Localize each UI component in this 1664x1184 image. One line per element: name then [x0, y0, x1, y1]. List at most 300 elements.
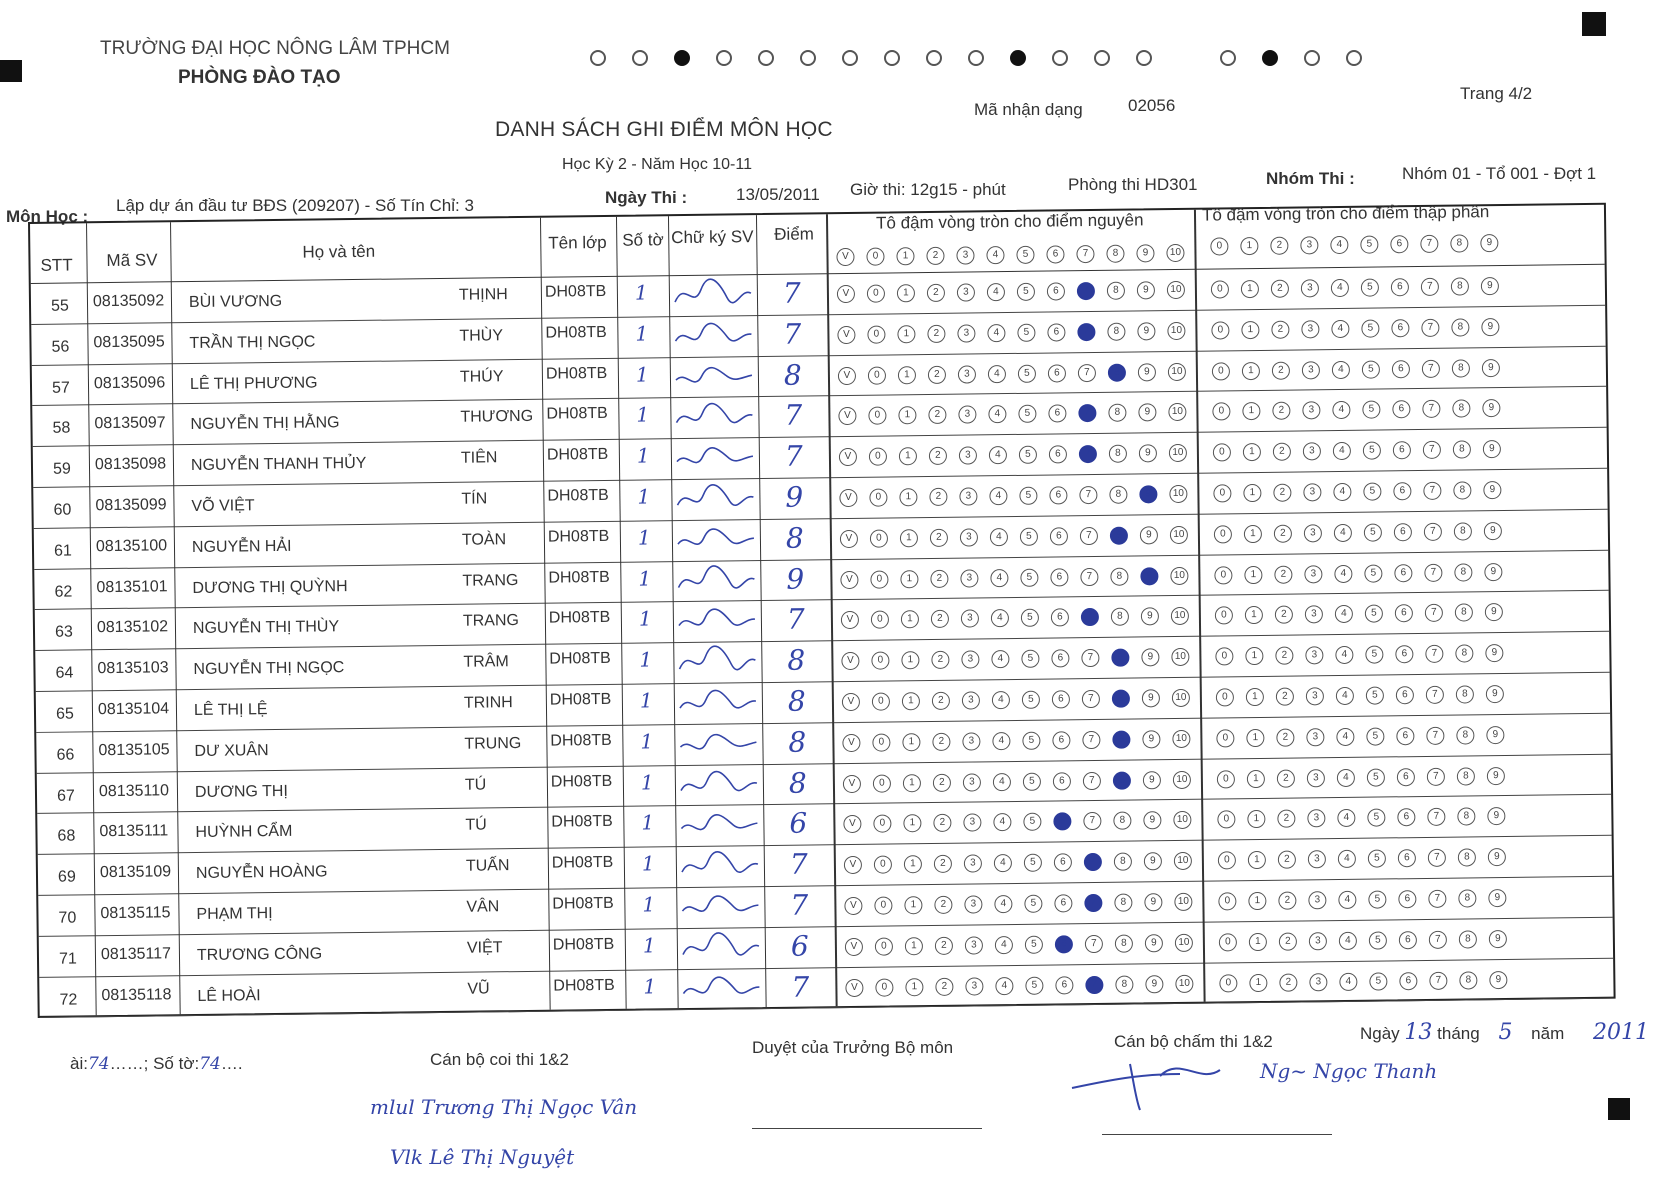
row-decimal-bubble[interactable]: 6	[1392, 401, 1410, 419]
row-whole-bubble[interactable]: 4	[987, 324, 1005, 342]
row-decimal-bubble[interactable]: 7	[1426, 727, 1444, 745]
row-decimal-bubble[interactable]: 8	[1457, 767, 1475, 785]
row-decimal-bubble[interactable]: 9	[1481, 318, 1499, 336]
row-whole-bubble[interactable]: 2	[927, 325, 945, 343]
row-whole-bubble[interactable]: 4	[991, 609, 1009, 627]
header-decimal-bubble[interactable]: 7	[1420, 235, 1438, 253]
row-decimal-bubble[interactable]: 4	[1335, 646, 1353, 664]
row-decimal-bubble[interactable]: 8	[1459, 930, 1477, 948]
row-decimal-bubble[interactable]: 5	[1369, 931, 1387, 949]
row-whole-bubble[interactable]: 2	[929, 447, 947, 465]
header-decimal-bubble[interactable]: 1	[1240, 237, 1258, 255]
row-whole-bubble[interactable]: 5	[1017, 323, 1035, 341]
header-whole-bubble[interactable]: 0	[866, 248, 884, 266]
row-whole-bubble[interactable]: 8	[1114, 894, 1132, 912]
row-whole-bubble[interactable]: 9	[1141, 608, 1159, 626]
row-whole-bubble[interactable]: 0	[875, 937, 893, 955]
row-decimal-bubble[interactable]: 1	[1248, 892, 1266, 910]
row-decimal-bubble[interactable]: 7	[1429, 931, 1447, 949]
row-decimal-bubble[interactable]: 8	[1456, 685, 1474, 703]
row-whole-bubble-filled[interactable]: 7	[1079, 445, 1097, 463]
row-decimal-bubble[interactable]: 5	[1367, 768, 1385, 786]
row-decimal-bubble[interactable]: 3	[1306, 728, 1324, 746]
row-whole-bubble[interactable]: 9	[1138, 404, 1156, 422]
row-whole-bubble[interactable]: 5	[1021, 650, 1039, 668]
row-decimal-bubble[interactable]: 6	[1398, 849, 1416, 867]
row-decimal-bubble[interactable]: 2	[1276, 688, 1294, 706]
row-decimal-bubble[interactable]: 1	[1245, 606, 1263, 624]
row-whole-bubble[interactable]: 1	[902, 733, 920, 751]
row-whole-bubble[interactable]: V	[844, 856, 862, 874]
row-decimal-bubble[interactable]: 0	[1214, 525, 1232, 543]
row-whole-bubble[interactable]: V	[840, 570, 858, 588]
row-whole-bubble[interactable]: 4	[994, 895, 1012, 913]
row-whole-bubble[interactable]: 1	[901, 651, 919, 669]
row-decimal-bubble[interactable]: 9	[1485, 644, 1503, 662]
row-whole-bubble-filled[interactable]: 9	[1140, 567, 1158, 585]
row-decimal-bubble[interactable]: 1	[1249, 933, 1267, 951]
row-whole-bubble[interactable]: 3	[961, 651, 979, 669]
row-whole-bubble[interactable]: V	[841, 652, 859, 670]
row-decimal-bubble[interactable]: 1	[1244, 525, 1262, 543]
row-whole-bubble[interactable]: 1	[897, 325, 915, 343]
row-whole-bubble[interactable]: 10	[1172, 730, 1190, 748]
row-whole-bubble[interactable]: 5	[1024, 895, 1042, 913]
row-whole-bubble[interactable]: 10	[1175, 974, 1193, 992]
row-whole-bubble[interactable]: 10	[1167, 322, 1185, 340]
row-whole-bubble[interactable]: 1	[897, 284, 915, 302]
row-whole-bubble[interactable]: 4	[992, 691, 1010, 709]
row-decimal-bubble[interactable]: 5	[1364, 564, 1382, 582]
row-whole-bubble[interactable]: 0	[872, 693, 890, 711]
header-decimal-bubble[interactable]: 3	[1300, 236, 1318, 254]
row-whole-bubble[interactable]: 7	[1081, 649, 1099, 667]
row-decimal-bubble[interactable]: 0	[1216, 729, 1234, 747]
row-decimal-bubble[interactable]: 3	[1305, 606, 1323, 624]
row-whole-bubble[interactable]: 3	[962, 732, 980, 750]
row-whole-bubble[interactable]: 1	[903, 774, 921, 792]
row-decimal-bubble[interactable]: 4	[1332, 401, 1350, 419]
row-decimal-bubble[interactable]: 4	[1336, 687, 1354, 705]
row-whole-bubble[interactable]: 2	[928, 406, 946, 424]
header-decimal-bubble[interactable]: 9	[1480, 234, 1498, 252]
row-whole-bubble[interactable]: 6	[1050, 568, 1068, 586]
row-decimal-bubble[interactable]: 7	[1423, 482, 1441, 500]
row-whole-bubble[interactable]: V	[838, 407, 856, 425]
row-whole-bubble[interactable]: 3	[965, 977, 983, 995]
row-decimal-bubble[interactable]: 3	[1305, 646, 1323, 664]
row-whole-bubble[interactable]: 9	[1137, 322, 1155, 340]
row-decimal-bubble[interactable]: 8	[1455, 645, 1473, 663]
row-whole-bubble[interactable]: 2	[933, 814, 951, 832]
row-decimal-bubble[interactable]: 1	[1242, 402, 1260, 420]
row-decimal-bubble[interactable]: 2	[1271, 280, 1289, 298]
row-decimal-bubble[interactable]: 9	[1485, 603, 1503, 621]
row-decimal-bubble[interactable]: 8	[1454, 522, 1472, 540]
row-whole-bubble[interactable]: 3	[959, 487, 977, 505]
row-whole-bubble[interactable]: V	[839, 489, 857, 507]
row-decimal-bubble[interactable]: 2	[1275, 647, 1293, 665]
row-decimal-bubble[interactable]: 4	[1331, 320, 1349, 338]
row-whole-bubble[interactable]: 5	[1025, 976, 1043, 994]
row-whole-bubble[interactable]: 2	[932, 692, 950, 710]
row-whole-bubble-filled[interactable]: 7	[1081, 608, 1099, 626]
row-whole-bubble[interactable]: 7	[1079, 486, 1097, 504]
row-whole-bubble[interactable]: 2	[932, 733, 950, 751]
row-whole-bubble[interactable]: 2	[931, 610, 949, 628]
row-whole-bubble[interactable]: 3	[957, 324, 975, 342]
row-decimal-bubble[interactable]: 9	[1488, 848, 1506, 866]
row-decimal-bubble[interactable]: 3	[1302, 361, 1320, 379]
row-whole-bubble[interactable]: 0	[867, 325, 885, 343]
row-whole-bubble[interactable]: 9	[1139, 444, 1157, 462]
row-decimal-bubble[interactable]: 5	[1361, 319, 1379, 337]
row-decimal-bubble[interactable]: 6	[1395, 645, 1413, 663]
row-whole-bubble[interactable]: 1	[905, 978, 923, 996]
row-whole-bubble[interactable]: 9	[1140, 526, 1158, 544]
row-decimal-bubble[interactable]: 2	[1278, 892, 1296, 910]
row-decimal-bubble[interactable]: 6	[1392, 360, 1410, 378]
row-whole-bubble-filled[interactable]: 8	[1111, 649, 1129, 667]
row-whole-bubble-filled[interactable]: 7	[1084, 853, 1102, 871]
row-decimal-bubble[interactable]: 5	[1361, 279, 1379, 297]
row-whole-bubble[interactable]: 6	[1052, 690, 1070, 708]
row-whole-bubble[interactable]: 0	[870, 570, 888, 588]
row-decimal-bubble[interactable]: 2	[1274, 524, 1292, 542]
row-whole-bubble[interactable]: 9	[1144, 852, 1162, 870]
row-decimal-bubble[interactable]: 5	[1366, 727, 1384, 745]
row-whole-bubble[interactable]: 3	[963, 773, 981, 791]
row-decimal-bubble[interactable]: 0	[1215, 607, 1233, 625]
row-whole-bubble[interactable]: 3	[960, 569, 978, 587]
row-whole-bubble-filled[interactable]: 8	[1112, 730, 1130, 748]
row-decimal-bubble[interactable]: 8	[1455, 604, 1473, 622]
row-whole-bubble[interactable]: 4	[988, 405, 1006, 423]
row-decimal-bubble[interactable]: 4	[1336, 728, 1354, 746]
row-whole-bubble[interactable]: 5	[1018, 405, 1036, 423]
row-decimal-bubble[interactable]: 4	[1331, 279, 1349, 297]
row-decimal-bubble[interactable]: 2	[1277, 769, 1295, 787]
row-whole-bubble[interactable]: 3	[964, 895, 982, 913]
row-decimal-bubble[interactable]: 7	[1422, 400, 1440, 418]
row-whole-bubble[interactable]: 2	[927, 284, 945, 302]
row-decimal-bubble[interactable]: 3	[1303, 442, 1321, 460]
row-whole-bubble-filled[interactable]: 7	[1084, 894, 1102, 912]
row-whole-bubble[interactable]: V	[843, 774, 861, 792]
row-whole-bubble[interactable]: V	[844, 897, 862, 915]
row-decimal-bubble[interactable]: 0	[1216, 688, 1234, 706]
row-whole-bubble[interactable]: 6	[1055, 976, 1073, 994]
row-decimal-bubble[interactable]: 2	[1275, 606, 1293, 624]
row-decimal-bubble[interactable]: 7	[1424, 563, 1442, 581]
row-decimal-bubble[interactable]: 0	[1217, 811, 1235, 829]
row-whole-bubble[interactable]: 0	[871, 652, 889, 670]
row-whole-bubble[interactable]: 0	[874, 856, 892, 874]
row-whole-bubble[interactable]: 5	[1017, 283, 1035, 301]
row-decimal-bubble[interactable]: 7	[1423, 441, 1441, 459]
row-decimal-bubble[interactable]: 7	[1427, 808, 1445, 826]
row-whole-bubble[interactable]: 8	[1109, 486, 1127, 504]
row-decimal-bubble[interactable]: 7	[1421, 278, 1439, 296]
row-whole-bubble[interactable]: 4	[993, 773, 1011, 791]
row-whole-bubble[interactable]: 1	[899, 447, 917, 465]
row-whole-bubble[interactable]: 5	[1023, 813, 1041, 831]
row-whole-bubble[interactable]: 10	[1174, 852, 1192, 870]
row-decimal-bubble[interactable]: 9	[1483, 440, 1501, 458]
header-whole-bubble[interactable]: 1	[896, 247, 914, 265]
header-decimal-bubble[interactable]: 0	[1210, 237, 1228, 255]
row-whole-bubble[interactable]: V	[843, 815, 861, 833]
row-whole-bubble[interactable]: 10	[1168, 403, 1186, 421]
row-decimal-bubble[interactable]: 3	[1309, 932, 1327, 950]
row-whole-bubble-filled[interactable]: 8	[1108, 363, 1126, 381]
row-whole-bubble[interactable]: 9	[1145, 934, 1163, 952]
row-decimal-bubble[interactable]: 8	[1459, 971, 1477, 989]
row-whole-bubble[interactable]: 0	[869, 489, 887, 507]
row-decimal-bubble[interactable]: 9	[1484, 563, 1502, 581]
row-decimal-bubble[interactable]: 4	[1332, 360, 1350, 378]
row-decimal-bubble[interactable]: 2	[1278, 851, 1296, 869]
row-whole-bubble[interactable]: 3	[963, 814, 981, 832]
row-whole-bubble[interactable]: 6	[1048, 364, 1066, 382]
row-whole-bubble[interactable]: 10	[1170, 566, 1188, 584]
row-decimal-bubble[interactable]: 3	[1307, 769, 1325, 787]
row-decimal-bubble[interactable]: 9	[1482, 399, 1500, 417]
row-decimal-bubble[interactable]: 0	[1219, 974, 1237, 992]
row-whole-bubble[interactable]: 4	[987, 283, 1005, 301]
row-whole-bubble[interactable]: 8	[1114, 853, 1132, 871]
row-whole-bubble[interactable]: 6	[1054, 853, 1072, 871]
row-decimal-bubble[interactable]: 1	[1243, 443, 1261, 461]
row-whole-bubble[interactable]: 2	[930, 529, 948, 547]
row-decimal-bubble[interactable]: 9	[1482, 359, 1500, 377]
row-whole-bubble[interactable]: 2	[931, 651, 949, 669]
row-decimal-bubble[interactable]: 8	[1453, 441, 1471, 459]
row-decimal-bubble[interactable]: 8	[1456, 726, 1474, 744]
row-whole-bubble[interactable]: V	[842, 734, 860, 752]
row-decimal-bubble[interactable]: 5	[1364, 523, 1382, 541]
row-decimal-bubble[interactable]: 0	[1217, 770, 1235, 788]
row-decimal-bubble[interactable]: 3	[1309, 973, 1327, 991]
row-decimal-bubble[interactable]: 9	[1481, 277, 1499, 295]
row-whole-bubble[interactable]: 6	[1049, 446, 1067, 464]
row-decimal-bubble[interactable]: 9	[1487, 807, 1505, 825]
row-whole-bubble[interactable]: 8	[1107, 282, 1125, 300]
row-whole-bubble[interactable]: 1	[902, 692, 920, 710]
header-whole-bubble[interactable]: 7	[1076, 245, 1094, 263]
row-decimal-bubble[interactable]: 9	[1487, 767, 1505, 785]
row-decimal-bubble[interactable]: 6	[1396, 727, 1414, 745]
row-decimal-bubble[interactable]: 1	[1245, 647, 1263, 665]
row-whole-bubble[interactable]: 2	[929, 488, 947, 506]
row-whole-bubble[interactable]: 4	[989, 446, 1007, 464]
row-whole-bubble[interactable]: 0	[869, 448, 887, 466]
row-whole-bubble-filled[interactable]: 8	[1112, 690, 1130, 708]
row-whole-bubble[interactable]: 10	[1171, 648, 1189, 666]
row-decimal-bubble[interactable]: 0	[1218, 851, 1236, 869]
row-whole-bubble[interactable]: V	[839, 448, 857, 466]
row-whole-bubble[interactable]: 2	[935, 937, 953, 955]
row-decimal-bubble[interactable]: 4	[1338, 891, 1356, 909]
row-whole-bubble[interactable]: 6	[1054, 894, 1072, 912]
row-decimal-bubble[interactable]: 1	[1241, 321, 1259, 339]
row-decimal-bubble[interactable]: 1	[1243, 484, 1261, 502]
row-whole-bubble[interactable]: 10	[1172, 689, 1190, 707]
row-decimal-bubble[interactable]: 2	[1277, 810, 1295, 828]
row-whole-bubble-filled[interactable]: 7	[1077, 282, 1095, 300]
row-whole-bubble[interactable]: 9	[1143, 771, 1161, 789]
row-whole-bubble[interactable]: 0	[873, 774, 891, 792]
row-whole-bubble[interactable]: 4	[989, 487, 1007, 505]
row-whole-bubble[interactable]: 0	[873, 815, 891, 833]
row-whole-bubble[interactable]: 6	[1050, 527, 1068, 545]
row-decimal-bubble[interactable]: 1	[1248, 851, 1266, 869]
header-decimal-bubble[interactable]: 8	[1450, 234, 1468, 252]
row-decimal-bubble[interactable]: 6	[1394, 523, 1412, 541]
row-whole-bubble-filled[interactable]: 8	[1110, 526, 1128, 544]
row-decimal-bubble[interactable]: 5	[1367, 809, 1385, 827]
row-whole-bubble[interactable]: 4	[992, 732, 1010, 750]
row-decimal-bubble[interactable]: 4	[1335, 605, 1353, 623]
header-decimal-bubble[interactable]: 5	[1360, 236, 1378, 254]
row-whole-bubble[interactable]: 7	[1085, 935, 1103, 953]
row-decimal-bubble[interactable]: 7	[1422, 359, 1440, 377]
row-whole-bubble[interactable]: V	[845, 938, 863, 956]
row-whole-bubble[interactable]: 3	[958, 365, 976, 383]
row-decimal-bubble[interactable]: 6	[1396, 686, 1414, 704]
row-whole-bubble[interactable]: 7	[1080, 568, 1098, 586]
row-decimal-bubble[interactable]: 0	[1218, 892, 1236, 910]
row-decimal-bubble[interactable]: 7	[1429, 971, 1447, 989]
row-decimal-bubble[interactable]: 9	[1483, 481, 1501, 499]
header-decimal-bubble[interactable]: 2	[1270, 237, 1288, 255]
row-whole-bubble[interactable]: 0	[875, 978, 893, 996]
row-decimal-bubble[interactable]: 4	[1339, 932, 1357, 950]
row-decimal-bubble[interactable]: 8	[1454, 563, 1472, 581]
header-whole-bubble[interactable]: 5	[1016, 246, 1034, 264]
row-whole-bubble[interactable]: 8	[1108, 404, 1126, 422]
row-whole-bubble[interactable]: 0	[874, 896, 892, 914]
row-whole-bubble[interactable]: 3	[964, 855, 982, 873]
row-whole-bubble[interactable]: 9	[1142, 689, 1160, 707]
row-whole-bubble[interactable]: 10	[1173, 770, 1191, 788]
row-whole-bubble-filled[interactable]: 9	[1139, 485, 1157, 503]
row-decimal-bubble[interactable]: 6	[1399, 972, 1417, 990]
row-decimal-bubble[interactable]: 8	[1451, 318, 1469, 336]
row-whole-bubble[interactable]: 0	[868, 366, 886, 384]
row-decimal-bubble[interactable]: 5	[1368, 890, 1386, 908]
row-whole-bubble-filled[interactable]: 7	[1077, 323, 1095, 341]
row-decimal-bubble[interactable]: 5	[1363, 442, 1381, 460]
row-whole-bubble[interactable]: 1	[904, 855, 922, 873]
row-whole-bubble[interactable]: V	[840, 530, 858, 548]
row-whole-bubble[interactable]: 0	[872, 733, 890, 751]
row-whole-bubble[interactable]: 10	[1170, 526, 1188, 544]
row-decimal-bubble[interactable]: 0	[1211, 321, 1229, 339]
header-whole-bubble[interactable]: 10	[1166, 244, 1184, 262]
row-whole-bubble[interactable]: 6	[1051, 609, 1069, 627]
row-decimal-bubble[interactable]: 0	[1212, 403, 1230, 421]
row-whole-bubble[interactable]: 6	[1053, 772, 1071, 790]
header-whole-bubble[interactable]: 4	[986, 246, 1004, 264]
row-whole-bubble[interactable]: 10	[1169, 444, 1187, 462]
row-decimal-bubble[interactable]: 2	[1272, 402, 1290, 420]
row-decimal-bubble[interactable]: 4	[1337, 768, 1355, 786]
row-whole-bubble[interactable]: 0	[870, 529, 888, 547]
row-decimal-bubble[interactable]: 9	[1486, 685, 1504, 703]
row-whole-bubble[interactable]: 1	[901, 611, 919, 629]
row-whole-bubble[interactable]: 5	[1022, 731, 1040, 749]
row-whole-bubble[interactable]: 1	[899, 488, 917, 506]
row-whole-bubble[interactable]: 5	[1022, 691, 1040, 709]
row-whole-bubble[interactable]: 1	[905, 937, 923, 955]
row-whole-bubble[interactable]: 2	[934, 855, 952, 873]
row-decimal-bubble[interactable]: 5	[1363, 482, 1381, 500]
row-whole-bubble[interactable]: 2	[935, 977, 953, 995]
header-decimal-bubble[interactable]: 6	[1390, 235, 1408, 253]
row-whole-bubble[interactable]: 3	[965, 936, 983, 954]
row-decimal-bubble[interactable]: 1	[1242, 362, 1260, 380]
row-whole-bubble[interactable]: 8	[1109, 445, 1127, 463]
row-decimal-bubble[interactable]: 0	[1219, 933, 1237, 951]
row-whole-bubble[interactable]: 5	[1021, 609, 1039, 627]
row-decimal-bubble[interactable]: 3	[1304, 524, 1322, 542]
row-decimal-bubble[interactable]: 8	[1452, 400, 1470, 418]
row-whole-bubble[interactable]: 8	[1115, 975, 1133, 993]
row-decimal-bubble[interactable]: 4	[1339, 972, 1357, 990]
row-decimal-bubble[interactable]: 7	[1425, 604, 1443, 622]
row-whole-bubble[interactable]: 10	[1167, 281, 1185, 299]
row-whole-bubble-filled[interactable]: 6	[1053, 813, 1071, 831]
row-whole-bubble[interactable]: 1	[898, 407, 916, 425]
row-decimal-bubble[interactable]: 0	[1211, 280, 1229, 298]
row-whole-bubble[interactable]: 3	[960, 528, 978, 546]
row-whole-bubble[interactable]: V	[842, 693, 860, 711]
row-decimal-bubble[interactable]: 4	[1334, 564, 1352, 582]
row-whole-bubble[interactable]: 5	[1019, 446, 1037, 464]
row-whole-bubble[interactable]: 10	[1171, 607, 1189, 625]
row-decimal-bubble[interactable]: 4	[1337, 809, 1355, 827]
row-decimal-bubble[interactable]: 5	[1369, 972, 1387, 990]
row-decimal-bubble[interactable]: 0	[1215, 647, 1233, 665]
row-whole-bubble[interactable]: 8	[1113, 812, 1131, 830]
row-whole-bubble[interactable]: 5	[1025, 935, 1043, 953]
row-decimal-bubble[interactable]: 3	[1303, 483, 1321, 501]
row-decimal-bubble[interactable]: 8	[1451, 277, 1469, 295]
row-whole-bubble[interactable]: 6	[1052, 731, 1070, 749]
row-decimal-bubble[interactable]: 9	[1484, 522, 1502, 540]
row-decimal-bubble[interactable]: 8	[1458, 889, 1476, 907]
row-whole-bubble[interactable]: 8	[1115, 934, 1133, 952]
row-decimal-bubble[interactable]: 4	[1333, 483, 1351, 501]
row-decimal-bubble[interactable]: 3	[1308, 891, 1326, 909]
row-whole-bubble[interactable]: 4	[990, 569, 1008, 587]
row-decimal-bubble[interactable]: 3	[1307, 810, 1325, 828]
row-whole-bubble[interactable]: 6	[1049, 486, 1067, 504]
row-decimal-bubble[interactable]: 1	[1247, 810, 1265, 828]
row-decimal-bubble[interactable]: 1	[1246, 729, 1264, 747]
header-whole-bubble[interactable]: 9	[1136, 244, 1154, 262]
row-whole-bubble[interactable]: 5	[1023, 772, 1041, 790]
row-whole-bubble[interactable]: 7	[1083, 812, 1101, 830]
row-whole-bubble[interactable]: 5	[1020, 527, 1038, 545]
row-decimal-bubble[interactable]: 2	[1279, 932, 1297, 950]
row-whole-bubble[interactable]: 9	[1143, 812, 1161, 830]
row-decimal-bubble[interactable]: 6	[1397, 768, 1415, 786]
row-decimal-bubble[interactable]: 5	[1365, 605, 1383, 623]
row-decimal-bubble[interactable]: 7	[1421, 319, 1439, 337]
row-decimal-bubble[interactable]: 2	[1272, 361, 1290, 379]
